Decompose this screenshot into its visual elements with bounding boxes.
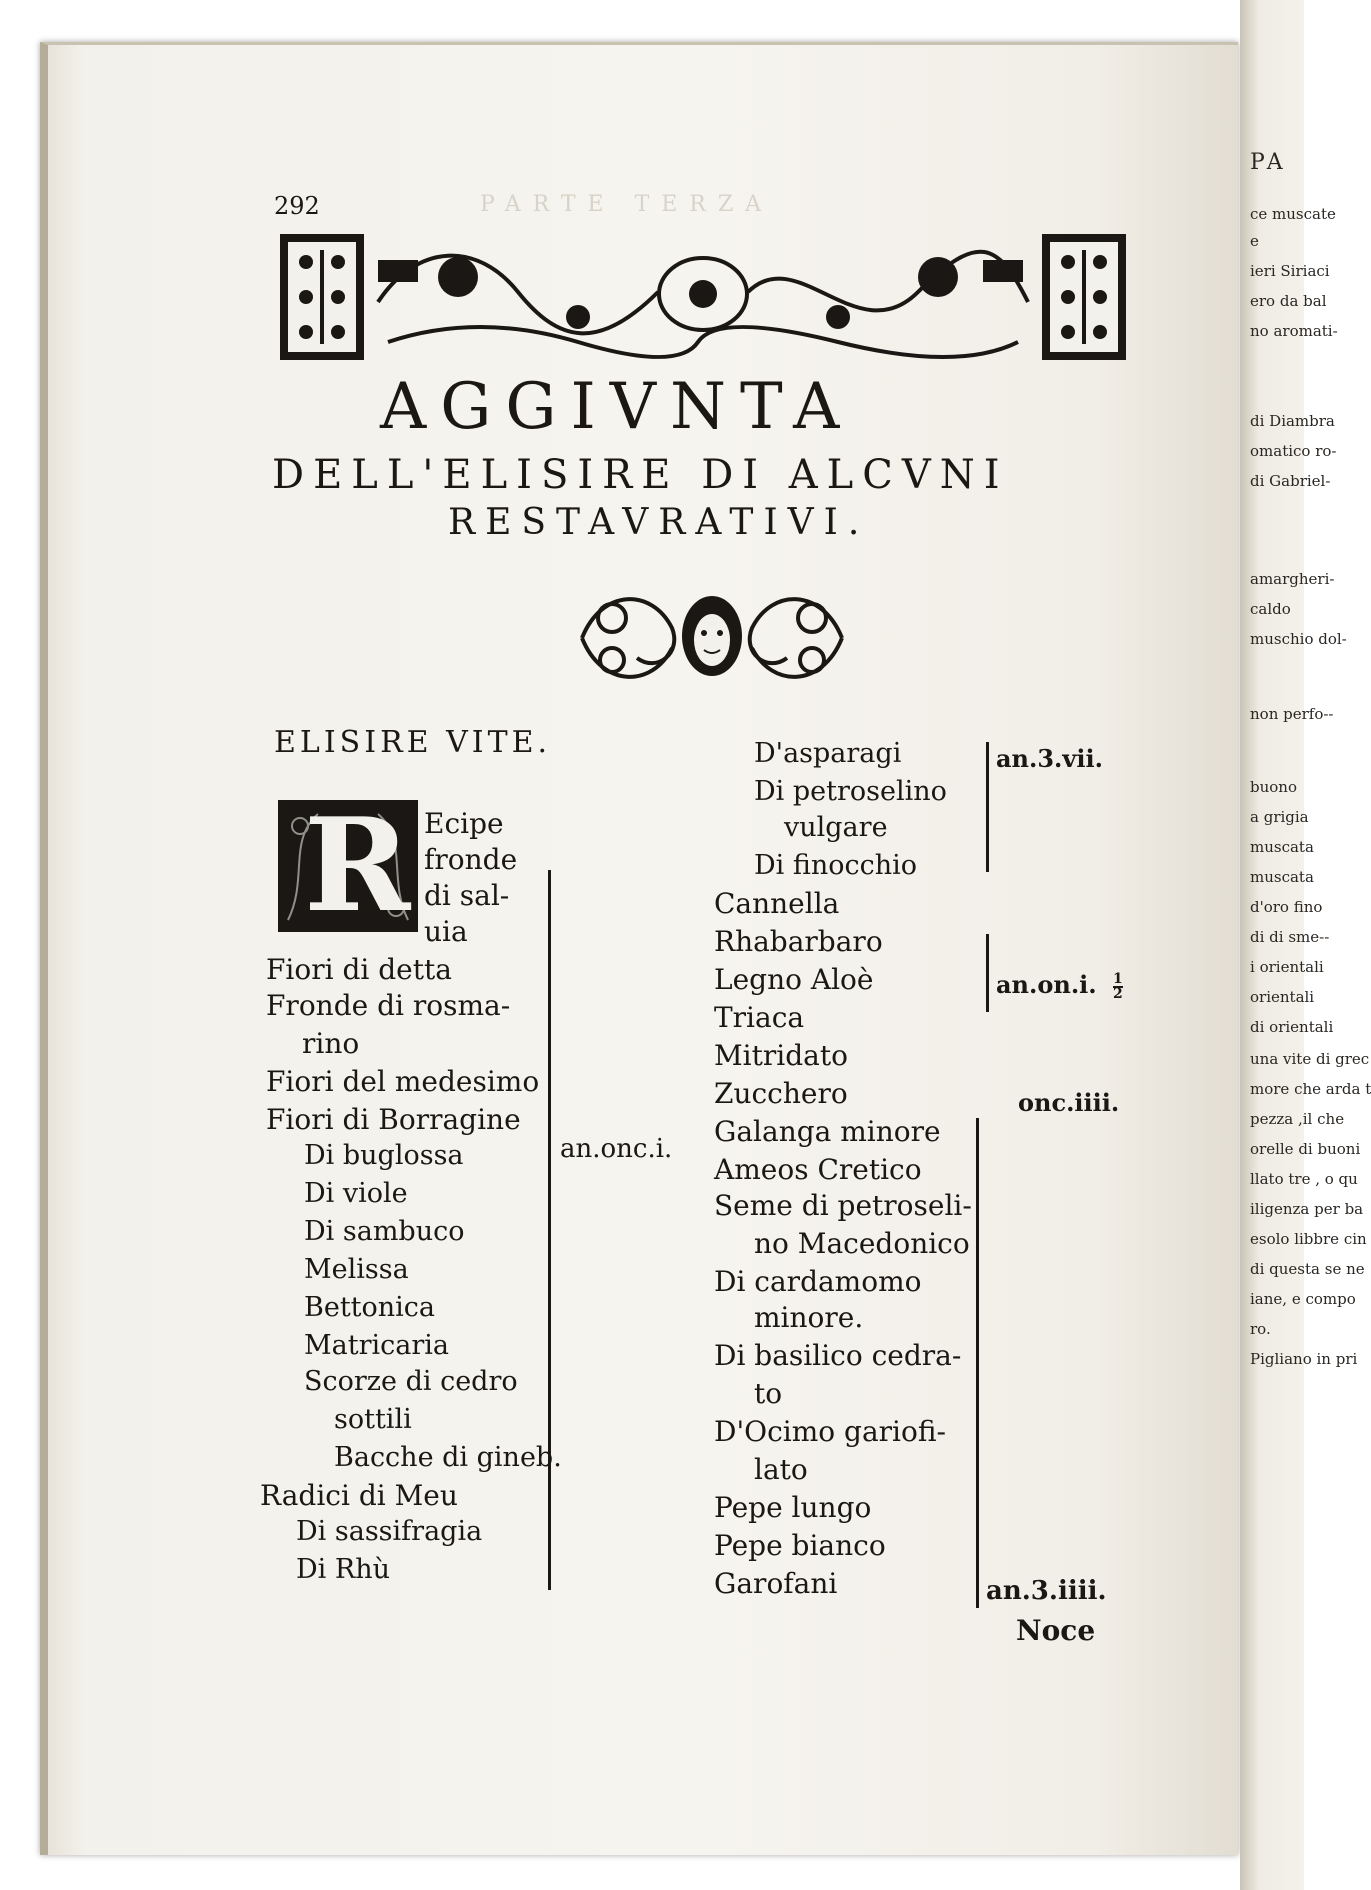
ingredient-line: no Macedonico: [754, 1227, 970, 1260]
facing-line: di questa se ne: [1250, 1260, 1365, 1278]
ingredient-line: Di cardamomo: [714, 1265, 922, 1298]
drop-cap-block: [278, 791, 418, 941]
ornamental-headpiece: [278, 232, 1128, 362]
facing-line: iligenza per ba: [1250, 1200, 1364, 1218]
fraction-mark: [1113, 970, 1123, 1002]
ingredient-line: minore.: [754, 1301, 864, 1334]
facing-line: iane, e compo: [1250, 1290, 1356, 1308]
ingredient-line: rino: [302, 1027, 360, 1060]
title-line-1: AGGIVNTA: [380, 370, 854, 444]
title-line-2: DELL'ELISIRE DI ALCVNI: [272, 452, 1009, 498]
ingredient-line: Di buglossa: [304, 1140, 464, 1171]
facing-line: muscata: [1250, 868, 1314, 886]
ingredient-line: Fiori di Borragine: [266, 1103, 521, 1136]
facing-line: e: [1250, 232, 1259, 250]
ornament-mask-scroll: [572, 578, 852, 694]
facing-line: Pigliano in pri: [1250, 1350, 1358, 1368]
ingredient-line: D'asparagi: [754, 738, 902, 769]
facing-line: i orientali: [1250, 958, 1324, 976]
facing-line: di Diambra: [1250, 412, 1335, 430]
ingredient-line: lato: [754, 1453, 808, 1486]
ingredient-line: Seme di petroseli-: [714, 1189, 972, 1222]
ingredient-line: Di sambuco: [304, 1216, 465, 1247]
ingredient-line: Radici di Meu: [260, 1479, 458, 1512]
running-head-show-through: PARTE TERZA: [480, 192, 774, 217]
facing-line: di orientali: [1250, 1018, 1334, 1036]
facing-line: no aromati-: [1250, 322, 1338, 340]
ingredient-line: Legno Aloè: [714, 963, 874, 996]
ingredient-line: Di petroselino: [754, 776, 947, 807]
ingredient-line: Matricaria: [304, 1330, 449, 1361]
fraction-top: 1: [1113, 970, 1123, 987]
ingredient-line: Pepe lungo: [714, 1491, 872, 1524]
facing-line: caldo: [1250, 600, 1291, 618]
ingredient-line: D'Ocimo gariofi-: [714, 1415, 946, 1448]
ingredient-line: Triaca: [714, 1001, 805, 1034]
ingredient-line: Bettonica: [304, 1292, 436, 1323]
quantity-label: an.3.vii.: [996, 744, 1103, 773]
ingredient-line: Bacche di gineb.: [334, 1442, 562, 1473]
catchword: Noce: [1016, 1614, 1096, 1647]
ingredient-line: Cannella: [714, 887, 840, 920]
ingredient-line: Melissa: [304, 1254, 409, 1285]
facing-line: a grigia: [1250, 808, 1309, 826]
quantity-label: an.onc.i.: [560, 1134, 673, 1164]
facing-line: more che arda t: [1250, 1080, 1371, 1098]
ingredient-line: Fronde di rosma-: [266, 989, 511, 1022]
ingredient-line: Zucchero: [714, 1077, 848, 1110]
ingredient-line: uia: [424, 915, 468, 948]
facing-line: non perfo--: [1250, 705, 1334, 723]
facing-line: omatico ro-: [1250, 442, 1337, 460]
facing-line: ro.: [1250, 1320, 1271, 1338]
facing-line: ero da bal: [1250, 292, 1327, 310]
ingredient-line: Mitridato: [714, 1039, 848, 1072]
ingredient-line: Pepe bianco: [714, 1529, 886, 1562]
ingredient-line: Di finocchio: [754, 850, 918, 881]
quantity-label: onc.iiii.: [1018, 1088, 1120, 1117]
page-number: 292: [274, 192, 320, 220]
ingredient-line: Garofani: [714, 1567, 838, 1600]
facing-line: buono: [1250, 778, 1297, 796]
ingredient-line: Di basilico cedra-: [714, 1339, 962, 1372]
brace-bracket: [976, 1118, 979, 1608]
ingredient-line: Di sassifragia: [296, 1516, 483, 1547]
ingredient-line: di sal-: [424, 879, 510, 912]
quantity-label: an.3.iiii.: [986, 1576, 1107, 1606]
facing-line: ce muscate: [1250, 205, 1336, 223]
facing-line: muschio dol-: [1250, 630, 1347, 648]
ingredient-line: to: [754, 1377, 783, 1410]
facing-line: muscata: [1250, 838, 1314, 856]
quantity-label-text: an.on.i.: [996, 970, 1097, 999]
facing-line: pezza ,il che: [1250, 1110, 1345, 1128]
ingredient-line: Galanga minore: [714, 1115, 941, 1148]
facing-page-edge: [1240, 0, 1371, 1890]
drop-cap-letter: R: [304, 791, 411, 941]
ingredient-line: Rhabarbaro: [714, 925, 883, 958]
facing-line: orientali: [1250, 988, 1315, 1006]
facing-line: d'oro fino: [1250, 898, 1323, 916]
facing-line: di Gabriel-: [1250, 472, 1331, 490]
brace-bracket: [986, 934, 989, 1012]
ingredient-line: Fiori del medesimo: [266, 1065, 540, 1098]
ingredient-line: sottili: [334, 1404, 412, 1435]
facing-line: amargheri-: [1250, 570, 1335, 588]
ingredient-line: Scorze di cedro: [304, 1366, 518, 1397]
facing-line: llato tre , o qu: [1250, 1170, 1358, 1188]
brace-bracket: [986, 742, 989, 872]
title-line-3: RESTAVRATIVI.: [448, 502, 870, 543]
ingredient-line: Ameos Cretico: [714, 1153, 922, 1186]
ingredient-line: Di viole: [304, 1178, 408, 1209]
section-heading: ELISIRE VITE.: [274, 725, 552, 760]
fraction-bottom: 2: [1113, 985, 1123, 1002]
ingredient-line: Ecipe: [424, 807, 504, 840]
facing-line: di di sme--: [1250, 928, 1330, 946]
facing-line: esolo libbre cin: [1250, 1230, 1367, 1248]
facing-page-head: PA: [1250, 150, 1287, 175]
ingredient-line: Di Rhù: [296, 1554, 390, 1585]
brace-bracket: [548, 870, 551, 1590]
facing-line: ieri Siriaci: [1250, 262, 1330, 280]
ingredient-line: Fiori di detta: [266, 953, 452, 986]
quantity-label: [996, 970, 1123, 1000]
ingredient-line: vulgare: [784, 812, 888, 843]
facing-line: una vite di grec: [1250, 1050, 1370, 1068]
facing-line: orelle di buoni: [1250, 1140, 1361, 1158]
ingredient-line: fronde: [424, 843, 518, 876]
